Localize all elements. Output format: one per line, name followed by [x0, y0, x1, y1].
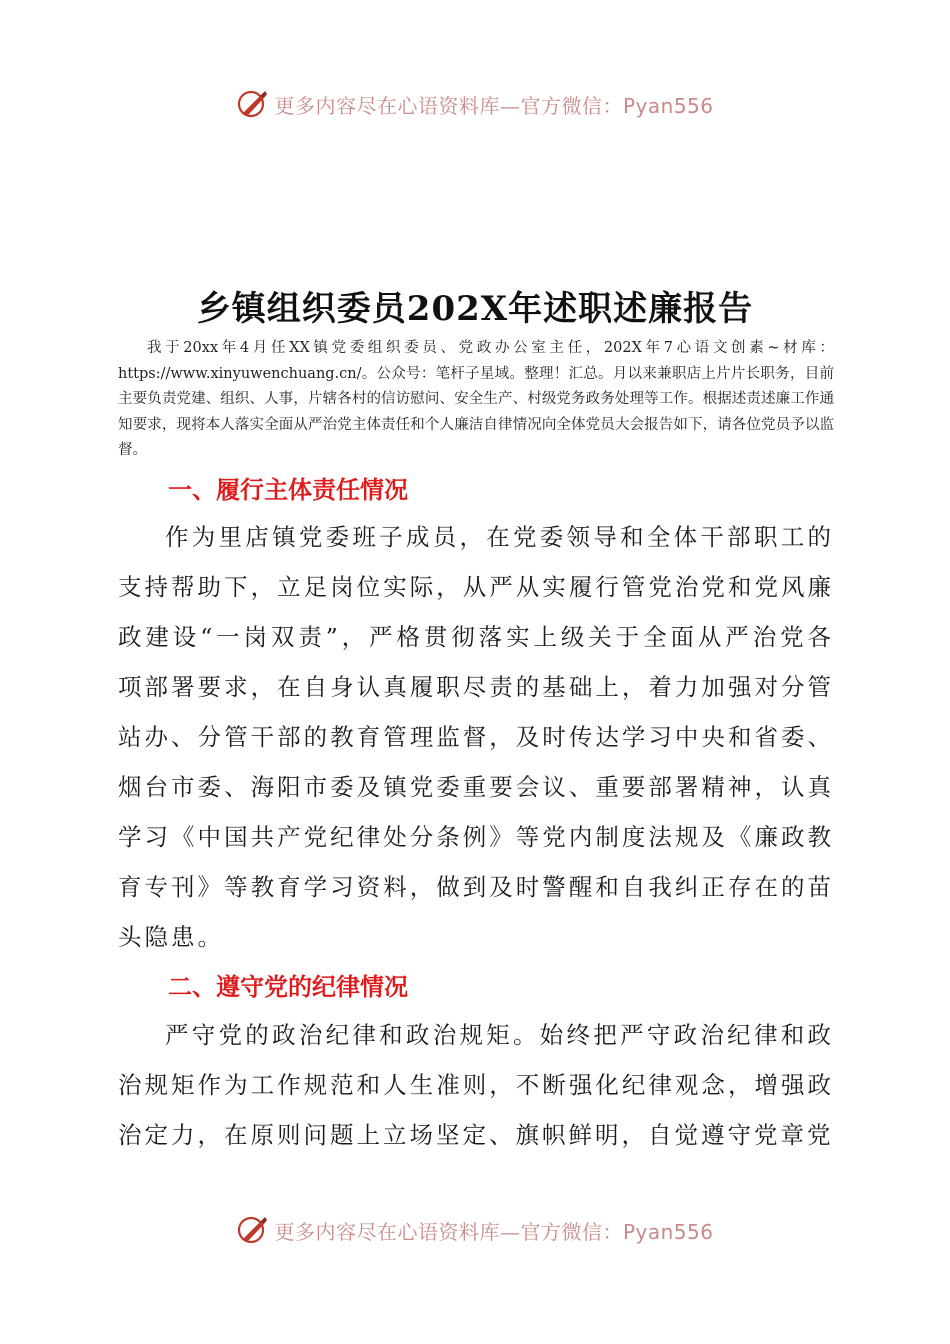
section-body-1: 作为里店镇党委班子成员，在党委领导和全体干部职工的支持帮助下，立足岗位实际，从严从实履行管党治党和党风廉政建设“一岗双责”，严格贯彻落实上级关于全面从严治党各项部署要求，在自身认真履职尽责的基础上，着力加强对分管站办、分管干部的教育管理监督，及时传达学习中央和省委、烟台市委、海阳市委及镇党委重要会议、重要部署精神，认真学习《中国共产党纪律处分条例》等党内制度法规及《廉政教育专刊》等教育学习资料，做到及时警醒和自我纠正存在的苗头隐患。: [118, 523, 834, 951]
section-heading-1: 一、履行主体责任情况: [168, 476, 408, 504]
banner-wechat-id: Pyan556: [622, 93, 714, 118]
pen-circle-icon: [236, 87, 270, 121]
section-heading-2: 二、遵守党的纪律情况: [168, 973, 408, 1001]
document-title: 乡镇组织委员202X年述职述廉报告: [196, 288, 754, 329]
banner-text: 更多内容尽在心语资料库—官方微信：Pyan556: [274, 93, 714, 118]
intro-paragraph: 我于20xx年4月任XX镇党委组织委员、党政办公室主任，202X年7心语文创素~材库：https://www.xinyuwenchuang.cn/。公众号：笔杆子星域。整理！汇总。月以来兼职店上片片长职务，目前主要负责党建、组织、人事，片辖各村的信访慰问、安全生产、村级党务政务处理等工作。根据述责述廉工作通知要求，现将本人落实全面从严治党主体责任和个人廉洁自律情况向全体党员大会报告如下，请各位党员予以监督。: [118, 340, 834, 458]
banner-text: 更多内容尽在心语资料库—官方微信：Pyan556: [274, 1219, 714, 1244]
footer-watermark-banner: [0, 1210, 950, 1250]
pen-circle-icon: [236, 1213, 270, 1247]
section-body-2: 严守党的政治纪律和政治规矩。始终把严守政治纪律和政治规矩作为工作规范和人生准则，不断强化纪律观念，增强政治定力，在原则问题上立场坚定、旗帜鲜明，自觉遵守党章党: [118, 1021, 834, 1149]
banner-wechat-id: Pyan556: [622, 1219, 714, 1244]
header-watermark-banner: [0, 84, 950, 124]
